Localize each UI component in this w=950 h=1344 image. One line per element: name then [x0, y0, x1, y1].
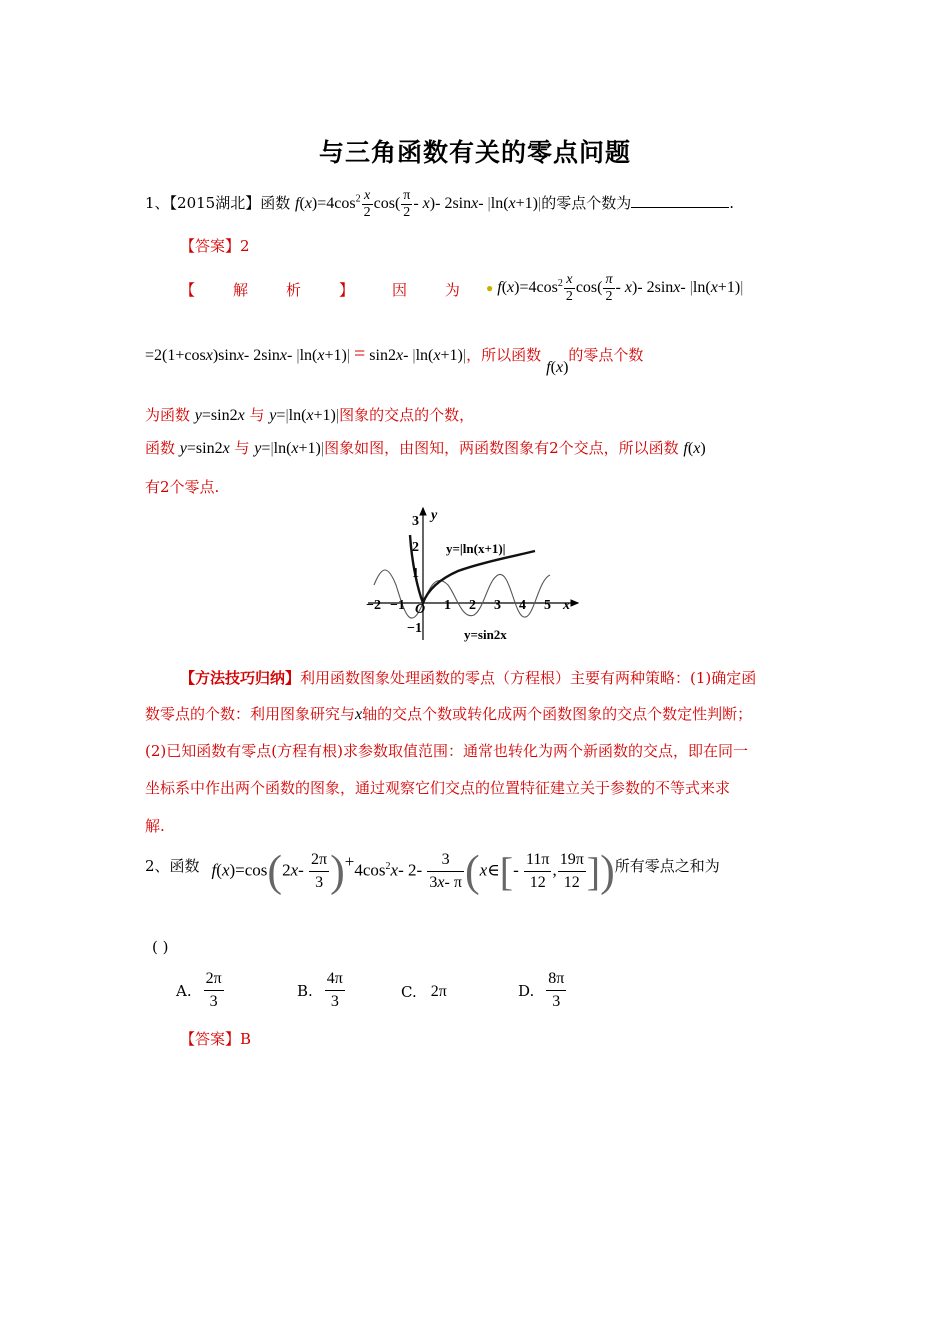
y-axis-label: y	[431, 508, 438, 523]
q1-answer	[180, 236, 250, 256]
q1-simplified-formula: =2(1+cosx)sinx- 2sinx- |ln(x+1)| = sin2x- |ln(x+1)|	[145, 343, 467, 365]
y-tick: 2	[412, 540, 419, 555]
q1-formula: $f(x)=4\cos^2$ $\frac{x}{2}$ cos( $\frac{\pi}{2}$ - x)- 2sinx- |ln(x+1)|	[295, 188, 542, 220]
method-line2: 数零点的个数：利用图象研究与x轴的交点个数或转化成两个函数图象的交点个数定性判断；	[145, 705, 753, 723]
x-tick: 3	[494, 598, 501, 613]
analysis-char: 解	[232, 281, 248, 299]
x-tick: 4	[519, 598, 526, 613]
q1-line4-with: 与	[234, 439, 250, 457]
choice-label: C.	[401, 983, 417, 1001]
y-tick: 1	[412, 566, 419, 581]
fx-inline: f(x)	[546, 359, 569, 376]
answer-blank	[631, 193, 729, 208]
q1-line3-with: 与	[249, 406, 265, 424]
choice-num: 8π	[548, 970, 565, 987]
q1-answer-value: 2	[240, 237, 250, 255]
analysis-char: 】	[338, 281, 354, 299]
q1-analysis-line3: 为函数 y=sin2x 与 y=|ln(x+1)|图象的交点的个数，	[145, 406, 475, 424]
q1-stem-suffix: 的零点个数为	[541, 194, 632, 213]
ln-curve-label: y=|ln(x+1)|	[446, 541, 506, 556]
choice-den: 3	[325, 990, 345, 1013]
choice-a[interactable]	[176, 968, 225, 1013]
x-tick: 5	[544, 598, 551, 613]
method-text-2a: 数零点的个数：利用图象研究与	[145, 705, 356, 723]
choice-label: A.	[176, 981, 192, 1000]
q2-stem-suffix: 所有零点之和为	[614, 856, 720, 875]
q1-line3-prefix: 为函数	[145, 406, 191, 424]
analysis-char: 因	[391, 281, 407, 299]
q2-answer	[180, 1029, 251, 1049]
method-line4: 坐标系中作出两个函数的图象，通过观察它们交点的位置特征建立关于参数的不等式来求	[145, 779, 731, 797]
page-title: 与三角函数有关的零点问题	[318, 138, 631, 167]
method-label: 【方法技巧归纳】	[180, 669, 301, 687]
q2-paren: ( )	[152, 938, 169, 956]
sin-curve-label: y=sin2x	[464, 627, 507, 642]
x-axis-arrow	[571, 600, 578, 606]
x-axis-label: x	[563, 598, 570, 613]
q1-answer-label: 【答案】	[180, 237, 241, 255]
y-tick: 3	[412, 514, 419, 529]
q1-analysis-label	[180, 280, 460, 300]
y-axis-arrow	[420, 508, 426, 515]
q1-analysis-line2	[145, 343, 644, 376]
q1-number: 1、	[145, 194, 170, 213]
function-graph	[360, 505, 585, 645]
q1-line3-suffix: 图象的交点的个数，	[339, 406, 475, 424]
choice-d[interactable]	[518, 968, 567, 1013]
choice-den: 3	[204, 990, 224, 1013]
x-tick: −2	[366, 598, 381, 613]
choice-num: 4π	[326, 970, 343, 987]
q2-formula: f(x)=cos(2x- $\frac{2\pi}{3}$ )$+4\cos^2x-$ 2- $\frac{3}{3x- \pi}$ (x∈[- $\frac{11\pi}{12}$ , $\frac{19\pi}{12}$ ])	[211, 846, 615, 896]
analysis-char: 为	[444, 281, 460, 299]
q2-stem	[145, 848, 720, 895]
x-tick: −1	[390, 598, 405, 613]
choice-num: 2π	[205, 970, 222, 987]
q1-line2-suffix: ，所以函数	[466, 346, 542, 364]
choice-c[interactable]	[401, 983, 447, 1001]
q2-answer-value: B	[240, 1030, 252, 1048]
q1-analysis-line5: 有2个零点.	[145, 478, 220, 496]
y-tick: −1	[407, 621, 422, 636]
q1-analysis-line4: 函数 y=sin2x 与 y=|ln(x+1)|图象如图，由图知，两函数图象有2个交点，所以函数 f(x)	[145, 439, 706, 457]
q1-source: 【2015湖北】	[169, 194, 261, 213]
q1-stem-prefix: 函数	[260, 194, 291, 213]
x-tick: 1	[444, 598, 451, 613]
q1-analysis-formula: ● $f(x)=4\cos^2$ $\frac{x}{2}$ cos( $\frac{\pi}{2}$ - x)- 2sinx- |ln(x+1)|	[486, 272, 744, 304]
q2-answer-label: 【答案】	[180, 1030, 241, 1048]
analysis-char: 【	[180, 281, 196, 299]
q2-number: 2、函数	[145, 856, 200, 875]
choice-label: B.	[297, 981, 313, 1000]
analysis-char: 析	[285, 281, 301, 299]
q1-line4-prefix: 函数	[145, 439, 176, 457]
choice-label: D.	[518, 981, 535, 1000]
x-tick: 2	[469, 598, 476, 613]
q1-period: .	[729, 194, 734, 213]
method-text-1: 利用函数图象处理函数的零点（方程根）主要有两种策略：(1)确定函	[300, 669, 757, 687]
q1-line2-tail: 的零点个数	[568, 346, 644, 364]
choice-b[interactable]	[297, 968, 346, 1013]
choice-value: 2π	[430, 983, 447, 1000]
origin-label: O	[415, 602, 426, 617]
choice-den: 3	[546, 990, 566, 1013]
method-line5: 解.	[145, 817, 165, 835]
q1-stem	[145, 188, 734, 221]
method-line3: (2)已知函数有零点(方程有根)求参数取值范围：通常也转化为两个新函数的交点，即在同一	[145, 742, 748, 760]
q1-line4-suffix: 图象如图，由图知，两函数图象有2个交点，所以函数	[324, 439, 679, 457]
method-text-2b: 轴的交点个数或转化成两个函数图象的交点个数定性判断；	[362, 705, 753, 723]
method-line1	[180, 668, 756, 688]
